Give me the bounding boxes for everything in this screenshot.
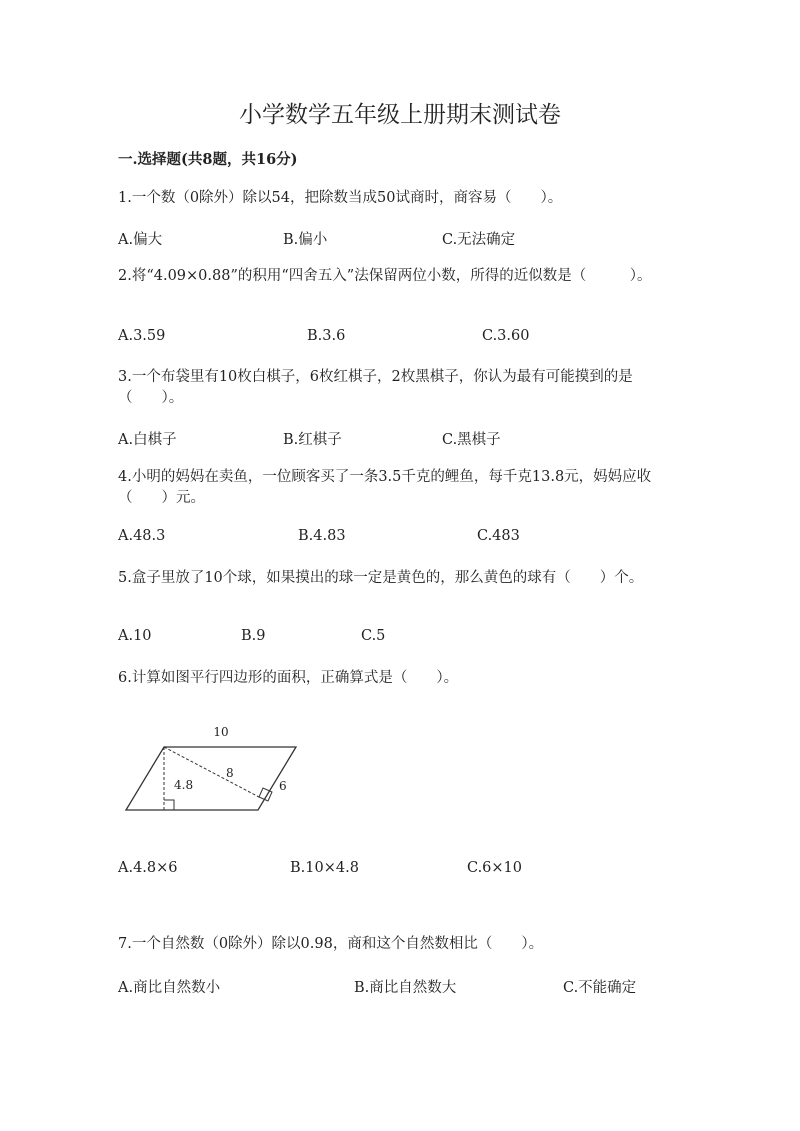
- option-a[interactable]: A.白棋子: [118, 432, 177, 448]
- option-c[interactable]: C.5: [361, 628, 386, 644]
- option-a[interactable]: A.偏大: [118, 232, 163, 248]
- option-a[interactable]: A.4.8×6: [118, 860, 178, 876]
- question-5-stem: 5.盒子里放了10个球，如果摸出的球一定是黄色的，那么黄色的球有（ ）个。: [118, 570, 644, 586]
- parallelogram-figure: [118, 718, 318, 818]
- label-diagonal: 8: [226, 766, 234, 780]
- page-title: 小学数学五年级上册期末测试卷: [239, 102, 561, 128]
- option-a[interactable]: A.10: [118, 628, 152, 644]
- question-2-stem: 2.将“4.09×0.88”的积用“四舍五入”法保留两位小数，所得的近似数是（ ）。: [118, 268, 652, 284]
- label-top: 10: [213, 725, 229, 739]
- question-7-stem: 7.一个自然数（0除外）除以0.98，商和这个自然数相比（ ）。: [118, 936, 544, 952]
- option-c[interactable]: C.不能确定: [563, 980, 637, 996]
- label-side: 6: [279, 779, 287, 793]
- question-6-options: [118, 860, 718, 882]
- option-c[interactable]: C.3.60: [482, 328, 530, 344]
- question-5-options: [118, 628, 718, 650]
- question-2-options: [118, 328, 718, 350]
- option-b[interactable]: B.商比自然数大: [354, 980, 457, 996]
- option-b[interactable]: B.偏小: [283, 232, 328, 248]
- option-b[interactable]: B.10×4.8: [290, 860, 359, 876]
- option-a[interactable]: A.商比自然数小: [118, 980, 221, 996]
- option-b[interactable]: B.9: [241, 628, 266, 644]
- option-c[interactable]: C.6×10: [467, 860, 523, 876]
- option-c[interactable]: C.483: [477, 528, 520, 544]
- option-b[interactable]: B.3.6: [307, 328, 346, 344]
- question-1-options: [118, 228, 718, 250]
- option-c[interactable]: C.无法确定: [442, 232, 516, 248]
- question-3-stem: 3.一个布袋里有10枚白棋子，6枚红棋子，2枚黑棋子，你认为最有可能摸到的是（ ）。: [118, 369, 633, 406]
- option-a[interactable]: A.3.59: [118, 328, 166, 344]
- parallelogram-shape: [126, 747, 296, 810]
- label-height: 4.8: [174, 778, 194, 792]
- question-4-stem: 4.小明的妈妈在卖鱼，一位顾客买了一条3.5千克的鲤鱼，每千克13.8元，妈妈应收（ ）元。: [118, 469, 652, 506]
- option-a[interactable]: A.48.3: [118, 528, 166, 544]
- question-1-stem: 1.一个数（0除外）除以54，把除数当成50试商时，商容易（ ）。: [118, 190, 563, 206]
- question-7-options: [118, 976, 718, 998]
- option-c[interactable]: C.黑棋子: [442, 432, 501, 448]
- right-angle-mark: [164, 800, 174, 810]
- question-4-options: [118, 528, 718, 550]
- question-3-options: [118, 428, 718, 450]
- option-b[interactable]: B.4.83: [298, 528, 346, 544]
- question-6-stem: 6.计算如图平行四边形的面积，正确算式是（ ）。: [118, 670, 459, 686]
- section-heading: 一.选择题(共8题，共16分): [118, 151, 298, 168]
- option-b[interactable]: B.红棋子: [283, 432, 342, 448]
